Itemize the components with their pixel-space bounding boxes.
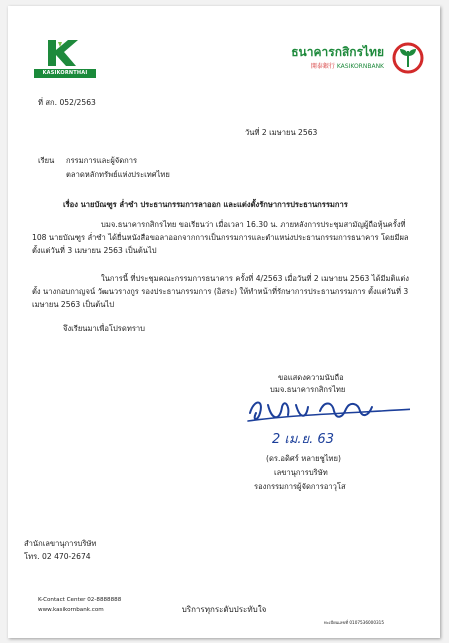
tax-id: ทะเบียนเลขที่ 0107536000315 [324, 620, 385, 625]
slogan: บริการทุกระดับประทับใจ [181, 605, 267, 614]
recipient-line-2: ตลาดหลักทรัพย์แห่งประเทศไทย [66, 170, 170, 179]
contact-center: K-Contact Center 02-8888888 [38, 597, 122, 603]
to-label: เรียน [38, 156, 55, 165]
kasikornthai-text: KASIKORNTHAI [34, 69, 96, 78]
kasikornbank-thai-name: ธนาคารกสิกรไทย [291, 45, 384, 59]
office-phone: โทร. 02 470-2674 [24, 552, 91, 561]
regards: ขอแสดงความนับถือ [278, 373, 344, 382]
kasikornbank-english-name: KASIKORNBANK [336, 63, 384, 70]
signer-name: (ดร.อดิศร์ หลายชูไทย) [266, 454, 341, 463]
signature-date: 2 เม.ย. 63 [272, 432, 334, 447]
kasikornbank-sub-name [311, 61, 384, 70]
letter-date: วันที่ 2 เมษายน 2563 [245, 128, 318, 137]
paragraph-1: บมจ.ธนาคารกสิกรไทย ขอเรียนว่า เมื่อเวลา 16.30 น. ภายหลังการประชุมสามัญผู้ถือหุ้นครั้งที่ 108 นายบัณฑูร ล่ำซำ ได้ยื่นหนังสือขอลาออกจากการเป็นกรรมการและตำแหน่งประธานกรรมการธนาคาร โดยมีผลตั้งแต่วันที่ 3 เมษายน 2563 เป็นต้นไป [32, 220, 409, 255]
closing-request: จึงเรียนมาเพื่อโปรดทราบ [63, 324, 145, 333]
letter-page [8, 6, 440, 638]
paragraph-2: ในการนี้ ที่ประชุมคณะกรรมการธนาคาร ครั้งที่ 4/2563 เมื่อวันที่ 2 เมษายน 2563 ได้มีมติแต่งตั้ง นางกอบกาญจน์ วัฒนวรางกูร รองประธานกรรมการ (อิสระ) ให้ทำหน้าที่รักษาการประธานกรรมการ ตั้งแต่วันที่ 3 เมษายน 2563 เป็นต้นไป [32, 274, 410, 309]
kasikornbank-chinese-name: 開泰銀行 [310, 63, 335, 70]
company-name: บมจ.ธนาคารกสิกรไทย [270, 385, 346, 394]
signer-title-1: เลขานุการบริษัท [274, 468, 328, 477]
kasikornbank-emblem-icon [392, 42, 424, 74]
handwritten-signature [230, 391, 410, 451]
signer-title-2: รองกรรมการผู้จัดการอาวุโส [254, 482, 346, 491]
kasikornthai-k-icon [42, 38, 82, 68]
subject-line: เรื่อง นายบัณฑูร ล่ำซำ ประธานกรรมการลาออก และแต่งตั้งรักษาการประธานกรรมการ [63, 200, 348, 209]
kasikornthai-logo [34, 38, 96, 80]
website-link[interactable]: www.kasikornbank.com [38, 607, 104, 613]
office-name: สำนักเลขานุการบริษัท [24, 539, 97, 548]
recipient-line-1: กรรมการและผู้จัดการ [66, 156, 138, 165]
reference-number: ที่ สก. 052/2563 [38, 98, 96, 107]
